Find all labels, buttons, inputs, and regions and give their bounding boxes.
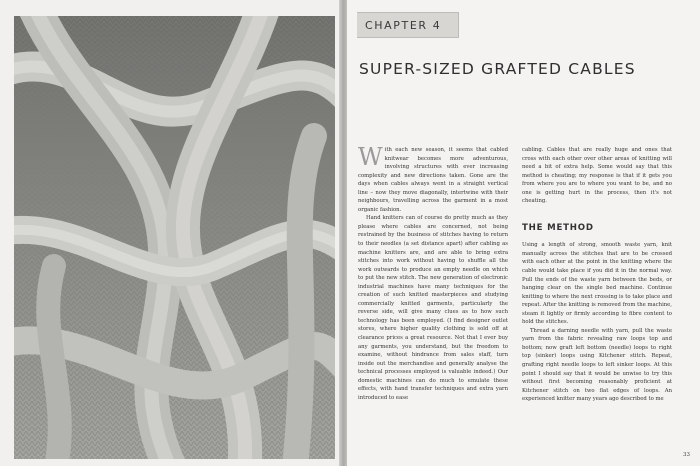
body-paragraph: cabling. Cables that are really huge and ones that cross with each other over other areas of knitting will need a bit of extra help. Some would say that this method is cheating; my response is that if it gets you from where you are to where you want to be, and no one is getting hurt in the process, then it's not cheating. xyxy=(522,147,672,205)
knitted-cables-icon xyxy=(14,16,335,459)
body-paragraph: Thread a darning needle with yarn, pull the waste yarn from the fabric revealing raw loops top and bottom; now graft left bottom (needle) loops to right top (sinker) loops using Kitchener stitch. Repeat, grafting right needle loops to left sinker loops. At this point I should say that it would be unwise to try this without first becoming reasonably proficient at Kitchener stitch on two flat edges of loops. An experienced knitter many years ago described to me xyxy=(522,327,672,403)
left-page xyxy=(0,0,343,466)
drop-cap: W xyxy=(358,143,383,171)
text-column-left xyxy=(358,143,508,402)
page-number: 33 xyxy=(683,452,690,458)
intro-text: ith each new season, it seems that cabled knitwear becomes more adventurous, involving structures with ever increasing complexity and new directions taken. Gone are the days when cables always went in a straight vertical line – now they move diagonally, intertwine with their neighbours, travelling across the garment in a most organic fashion. xyxy=(358,147,508,213)
body-paragraph: Using a length of strong, smooth waste yarn, knit manually across the stitches that are to be crossed with each other at the point in the knitting where the cable would take place if you did it in the normal way. Pull the ends of the waste yarn between the beds, or hanging clear on the single bed machine. Continue knitting to where the next crossing is to take place and repeat. After the knitting is removed from the machine, steam it lightly or firmly according to fibre content to hold the stitches. xyxy=(522,242,672,326)
chapter-label: CHAPTER 4 xyxy=(357,12,459,38)
text-column-right xyxy=(522,146,672,404)
section-heading: THE METHOD xyxy=(522,222,594,233)
body-paragraph: Hand knitters can of course do pretty much as they please where cables are concerned, not being restrained by the business of stitches having to return to their needles (a set distance apart) after cabling as machine knitters are, and are able to bring extra stitches into work without having to shuffle all the work outwards to produce an empty needle on which to put the new stitch. The new generation of electronic industrial machines have many techniques for the creation of such knitted masterpieces and studying commercially knitted garments, particularly the reverse side, will give many clues as to how such technology has been employed. (I find designer outlet stores, where higher quality clothing is sold off at clearance prices a great resource. Not that I ever buy any garments, you understand, but the freedom to examine, without hindrance from sales staff, turn inside out the merchandise and generally analyse the technical processes employed is valuable indeed.) Our domestic machines can do much to emulate these effects, with hand transfer techniques and extra yarn introduced to ease xyxy=(358,215,508,401)
intro-paragraph xyxy=(358,143,508,214)
cable-knit-photo xyxy=(14,16,335,459)
right-page xyxy=(347,0,700,466)
chapter-title: SUPER-SIZED GRAFTED CABLES xyxy=(359,60,636,78)
